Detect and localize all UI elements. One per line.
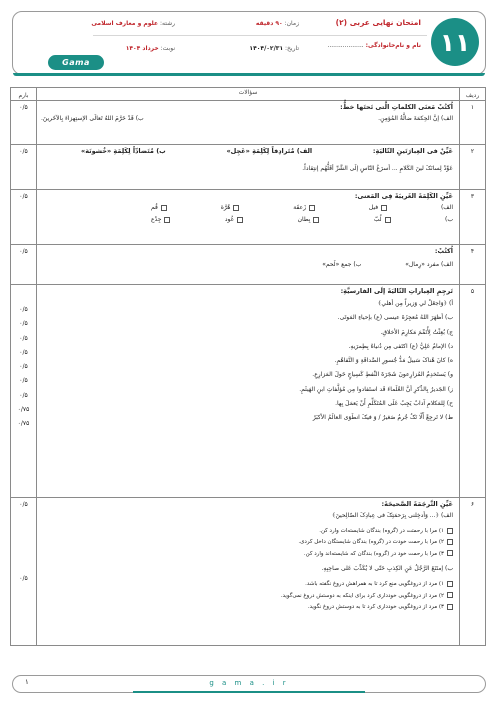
- question-score: ۰/۵: [11, 101, 37, 145]
- question-number: ۵: [460, 285, 486, 498]
- question-parts: [41, 259, 453, 271]
- question-body: [37, 101, 460, 145]
- question-row-6: [11, 498, 486, 646]
- question-number: ۶: [460, 498, 486, 646]
- item-score: ۰/۵: [19, 377, 28, 385]
- translation-item: ط) لا تَرجِعْ أَلّا تَکُ جُرمُ صَغیرٌ / وَ فیکَ انطَوَی العالَمُ الأکبَرُ: [312, 414, 453, 422]
- item-score: ۰/۷۵: [17, 420, 30, 428]
- translation-item: أ) ﴿وَاجعَلْ لي وَزيراً مِن أهلي﴾: [377, 300, 453, 307]
- item-score: ۰/۵: [19, 348, 28, 356]
- page-footer: [12, 675, 486, 693]
- option[interactable]: لُبّ: [374, 214, 391, 226]
- item-score: ۰/۷۵: [17, 406, 30, 414]
- page-number: ۱: [25, 678, 29, 686]
- part-a: الف) إنَّ الحِکمَةَ ضالَّةُ المُؤمِنِ.: [378, 115, 453, 122]
- question-row-3: [11, 190, 486, 245]
- student-name-label: نام و نام‌خانوادگی:: [365, 42, 421, 49]
- sentence-b: ب) إمتَنَعَ الرَّجُلُ عَنِ الکِذبِ حَتّی لا یُکَذِّبَ عَلی صاحِبِهِ.: [321, 565, 453, 573]
- time-value: ۹۰ دقیقه: [255, 20, 283, 27]
- student-name-blank: ...................: [327, 42, 364, 49]
- choice-option[interactable]: ۲) مرا با رحمت خودت در (گروه) بندگان شایستگان داخل کردی.: [41, 537, 453, 548]
- question-scores: [11, 285, 37, 498]
- question-scores: [11, 498, 37, 646]
- checkbox-icon[interactable]: [237, 217, 243, 223]
- question-title: عَیِّنِ التَّرجَمَةَ الصَّحیحَةَ:: [381, 500, 453, 508]
- item-score: ۰/۵: [19, 334, 28, 342]
- exam-title: امتحان نهایی عربی (۲): [335, 18, 421, 27]
- option-row-b: [41, 214, 453, 226]
- question-title: عَیِّنِ الکَلِمَةَ الغَریبَةَ فِی المَعنی:: [354, 192, 453, 200]
- checkbox-icon[interactable]: [447, 539, 453, 545]
- question-number: ۱: [460, 101, 486, 145]
- time-label: زمان:: [284, 20, 299, 27]
- table-header-row: [11, 88, 486, 101]
- translation-item: ح) لِلمَکلامِ آدابٌ یَجِبُ عَلَی المُتَکَلِّمِ أَنْ یَعمَلَ بِها.: [335, 400, 453, 408]
- item-score: ۰/۵: [19, 391, 28, 399]
- field-info: [91, 20, 175, 27]
- question-title: اُکتُبْ:: [434, 247, 453, 255]
- part-b: ب) قَدْ حَرَّمَ اللهُ تَعالَی الإستِهزاءَ بِالآخَرینَ.: [41, 115, 144, 122]
- translation-item: د) الإمامُ عَلِيُّ (ع) اکتَفی مِن دُنیاهُ بِطِمرَیهِ.: [348, 342, 453, 350]
- checkbox-icon[interactable]: [447, 581, 453, 587]
- choice-option[interactable]: ۳) مرا با رحمت خود در (گروه) بندگان که شایسته‌اند وارد کن.: [41, 549, 453, 560]
- gama-logo: Gama: [48, 55, 104, 70]
- question-number: ۳: [460, 190, 486, 245]
- option[interactable]: قُم: [151, 202, 167, 214]
- choice-option[interactable]: ۱) مرد از دروغگویی منع کرد تا به همراهش دروغ نگفته باشد.: [41, 579, 453, 590]
- header-divider: [93, 35, 427, 36]
- checkbox-icon[interactable]: [447, 604, 453, 610]
- question-row-2: [11, 145, 486, 190]
- field-label: رشته:: [160, 20, 175, 27]
- part-b: ب) جمع «لَحم»: [322, 261, 362, 268]
- question-header-line: [41, 147, 453, 157]
- col-score-header: بارم: [11, 88, 37, 101]
- translation-item: ب) أظهَرَ اللهُ مُعجِزَةَ عیسی (ع) بإحیاءِ المَوتَی.: [337, 314, 453, 322]
- date-info: [249, 45, 299, 52]
- option[interactable]: جِدْع: [151, 214, 170, 226]
- checkbox-icon[interactable]: [447, 592, 453, 598]
- checkbox-icon[interactable]: [385, 217, 391, 223]
- option[interactable]: زَعفَة: [293, 202, 315, 214]
- score-a: ۰/۵: [19, 501, 28, 508]
- item-score: ۰/۵: [19, 320, 28, 328]
- term-label: نوبت:: [160, 45, 175, 52]
- col-question-header: سؤالات: [37, 88, 460, 101]
- checkbox-icon[interactable]: [381, 205, 387, 211]
- checkbox-icon[interactable]: [164, 217, 170, 223]
- question-score: ۰/۵: [11, 245, 37, 285]
- date-value: ۱۴۰۴/۰۲/۳۱: [249, 45, 284, 52]
- checkbox-icon[interactable]: [447, 550, 453, 556]
- time-info: [256, 20, 299, 27]
- translation-item: ز) الجَدیرُ بِالذِّکرِ أنَّ العُلَماءَ قَد استَفادوا مِن مُؤلَّفاتِ ابنِ الهَیثَمِ.: [299, 385, 453, 393]
- question-row-4: [11, 245, 486, 285]
- question-title: تَرجِمِ العِباراتِ التّالیَةَ إلَی الفارسیَّةِ:: [340, 287, 453, 295]
- option[interactable]: بِطان: [298, 214, 320, 226]
- translation-item: ج) بُعِثْتُ لِأُتَمِّمَ مَکارِمَ الأخلاقِ.: [380, 328, 453, 336]
- option-row-a: [41, 202, 453, 214]
- question-body: [37, 145, 460, 190]
- translation-item: ه) کانَ هُناکَ سَبیلٌ مَدُّ جُسورِ الصَّداقَةِ وَ التَّفاهُمِ.: [334, 357, 453, 365]
- field-value: علوم و معارف اسلامی: [91, 20, 159, 27]
- question-number: ۴: [460, 245, 486, 285]
- row-label: ب): [445, 216, 453, 223]
- site-url[interactable]: g a m a . i r: [209, 679, 289, 687]
- checkbox-icon[interactable]: [233, 205, 239, 211]
- date-label: تاریخ:: [285, 45, 299, 52]
- question-title: عَیِّنْ فی العِبارَتَینِ التّالیَةِ:: [372, 147, 453, 155]
- question-title: اُکتُبْ مَعنَی الکلماتِ الَّتی تَحتَها خطٌّ:: [340, 103, 453, 111]
- question-score: ۰/۵: [11, 145, 37, 190]
- question-sentence: عَوِّدْ لِسانَکَ لینَ الکَلامِ ... أسرَعُ النّاسِ إلَی الشَّرِّ أقَلُّهُم إنتِقاداً.: [302, 165, 453, 172]
- question-parts: [41, 113, 453, 125]
- checkbox-icon[interactable]: [313, 217, 319, 223]
- checkbox-icon[interactable]: [161, 205, 167, 211]
- checkbox-icon[interactable]: [447, 528, 453, 534]
- exam-table: [10, 87, 486, 646]
- choice-option[interactable]: ۳) مرد از دروغگویی خودداری کرد تا به دوستش دروغ نگوید.: [41, 602, 453, 613]
- grade-badge: ۱۱: [431, 18, 479, 66]
- question-row-1: [11, 101, 486, 145]
- part-a: الف) مفرد «رِمال»: [405, 261, 453, 268]
- score-b: ۰/۵: [19, 575, 28, 582]
- part-b: ب) مُتَضادّاً لِکَلِمَةِ «خُشونَة»: [81, 147, 166, 155]
- header-accent-bar: [13, 73, 485, 76]
- question-row-5: [11, 285, 486, 498]
- col-num-header: ردیف: [460, 88, 486, 101]
- footer-accent-bar: [133, 691, 365, 693]
- item-score: ۰/۵: [19, 363, 28, 371]
- row-label: الف): [440, 204, 453, 211]
- question-body: [37, 285, 460, 498]
- option[interactable]: فیل: [369, 202, 387, 214]
- question-body: [37, 190, 460, 245]
- sentence-a: الف) ﴿... وَأدخِلنی بِرَحمَتِکَ فی عِبادِکَ الصّالِحینَ﴾: [331, 512, 453, 519]
- question-body: [37, 245, 460, 285]
- option[interactable]: عُود: [225, 214, 243, 226]
- part-a: الف) مُتَرادِفاً لِکَلِمَةِ «عَجِل»: [226, 147, 313, 155]
- question-number: ۲: [460, 145, 486, 190]
- question-score: ۰/۵: [11, 190, 37, 245]
- term-value: خرداد ۱۴۰۴: [125, 45, 159, 52]
- item-score: ۰/۵: [19, 306, 28, 313]
- question-body: [37, 498, 460, 646]
- student-name-field: [327, 42, 421, 49]
- choice-option[interactable]: ۱) مرا با رحمتت در (گروه) بندگان شایسته‌ات وارد کن.: [41, 526, 453, 537]
- term-info: [126, 45, 175, 52]
- translation-item: و) یَستَخدِمُ المُزارِعونَ شَجَرَةَ النِّفطِ کَسِیاجٍ حَولَ المَزارِعِ.: [312, 371, 453, 379]
- checkbox-icon[interactable]: [309, 205, 315, 211]
- choice-option[interactable]: ۲) مرد از دروغگویی خودداری کرد برای اینکه به دوستش دروغ نمی‌گوید.: [41, 591, 453, 602]
- option[interactable]: هُرَّة: [221, 202, 240, 214]
